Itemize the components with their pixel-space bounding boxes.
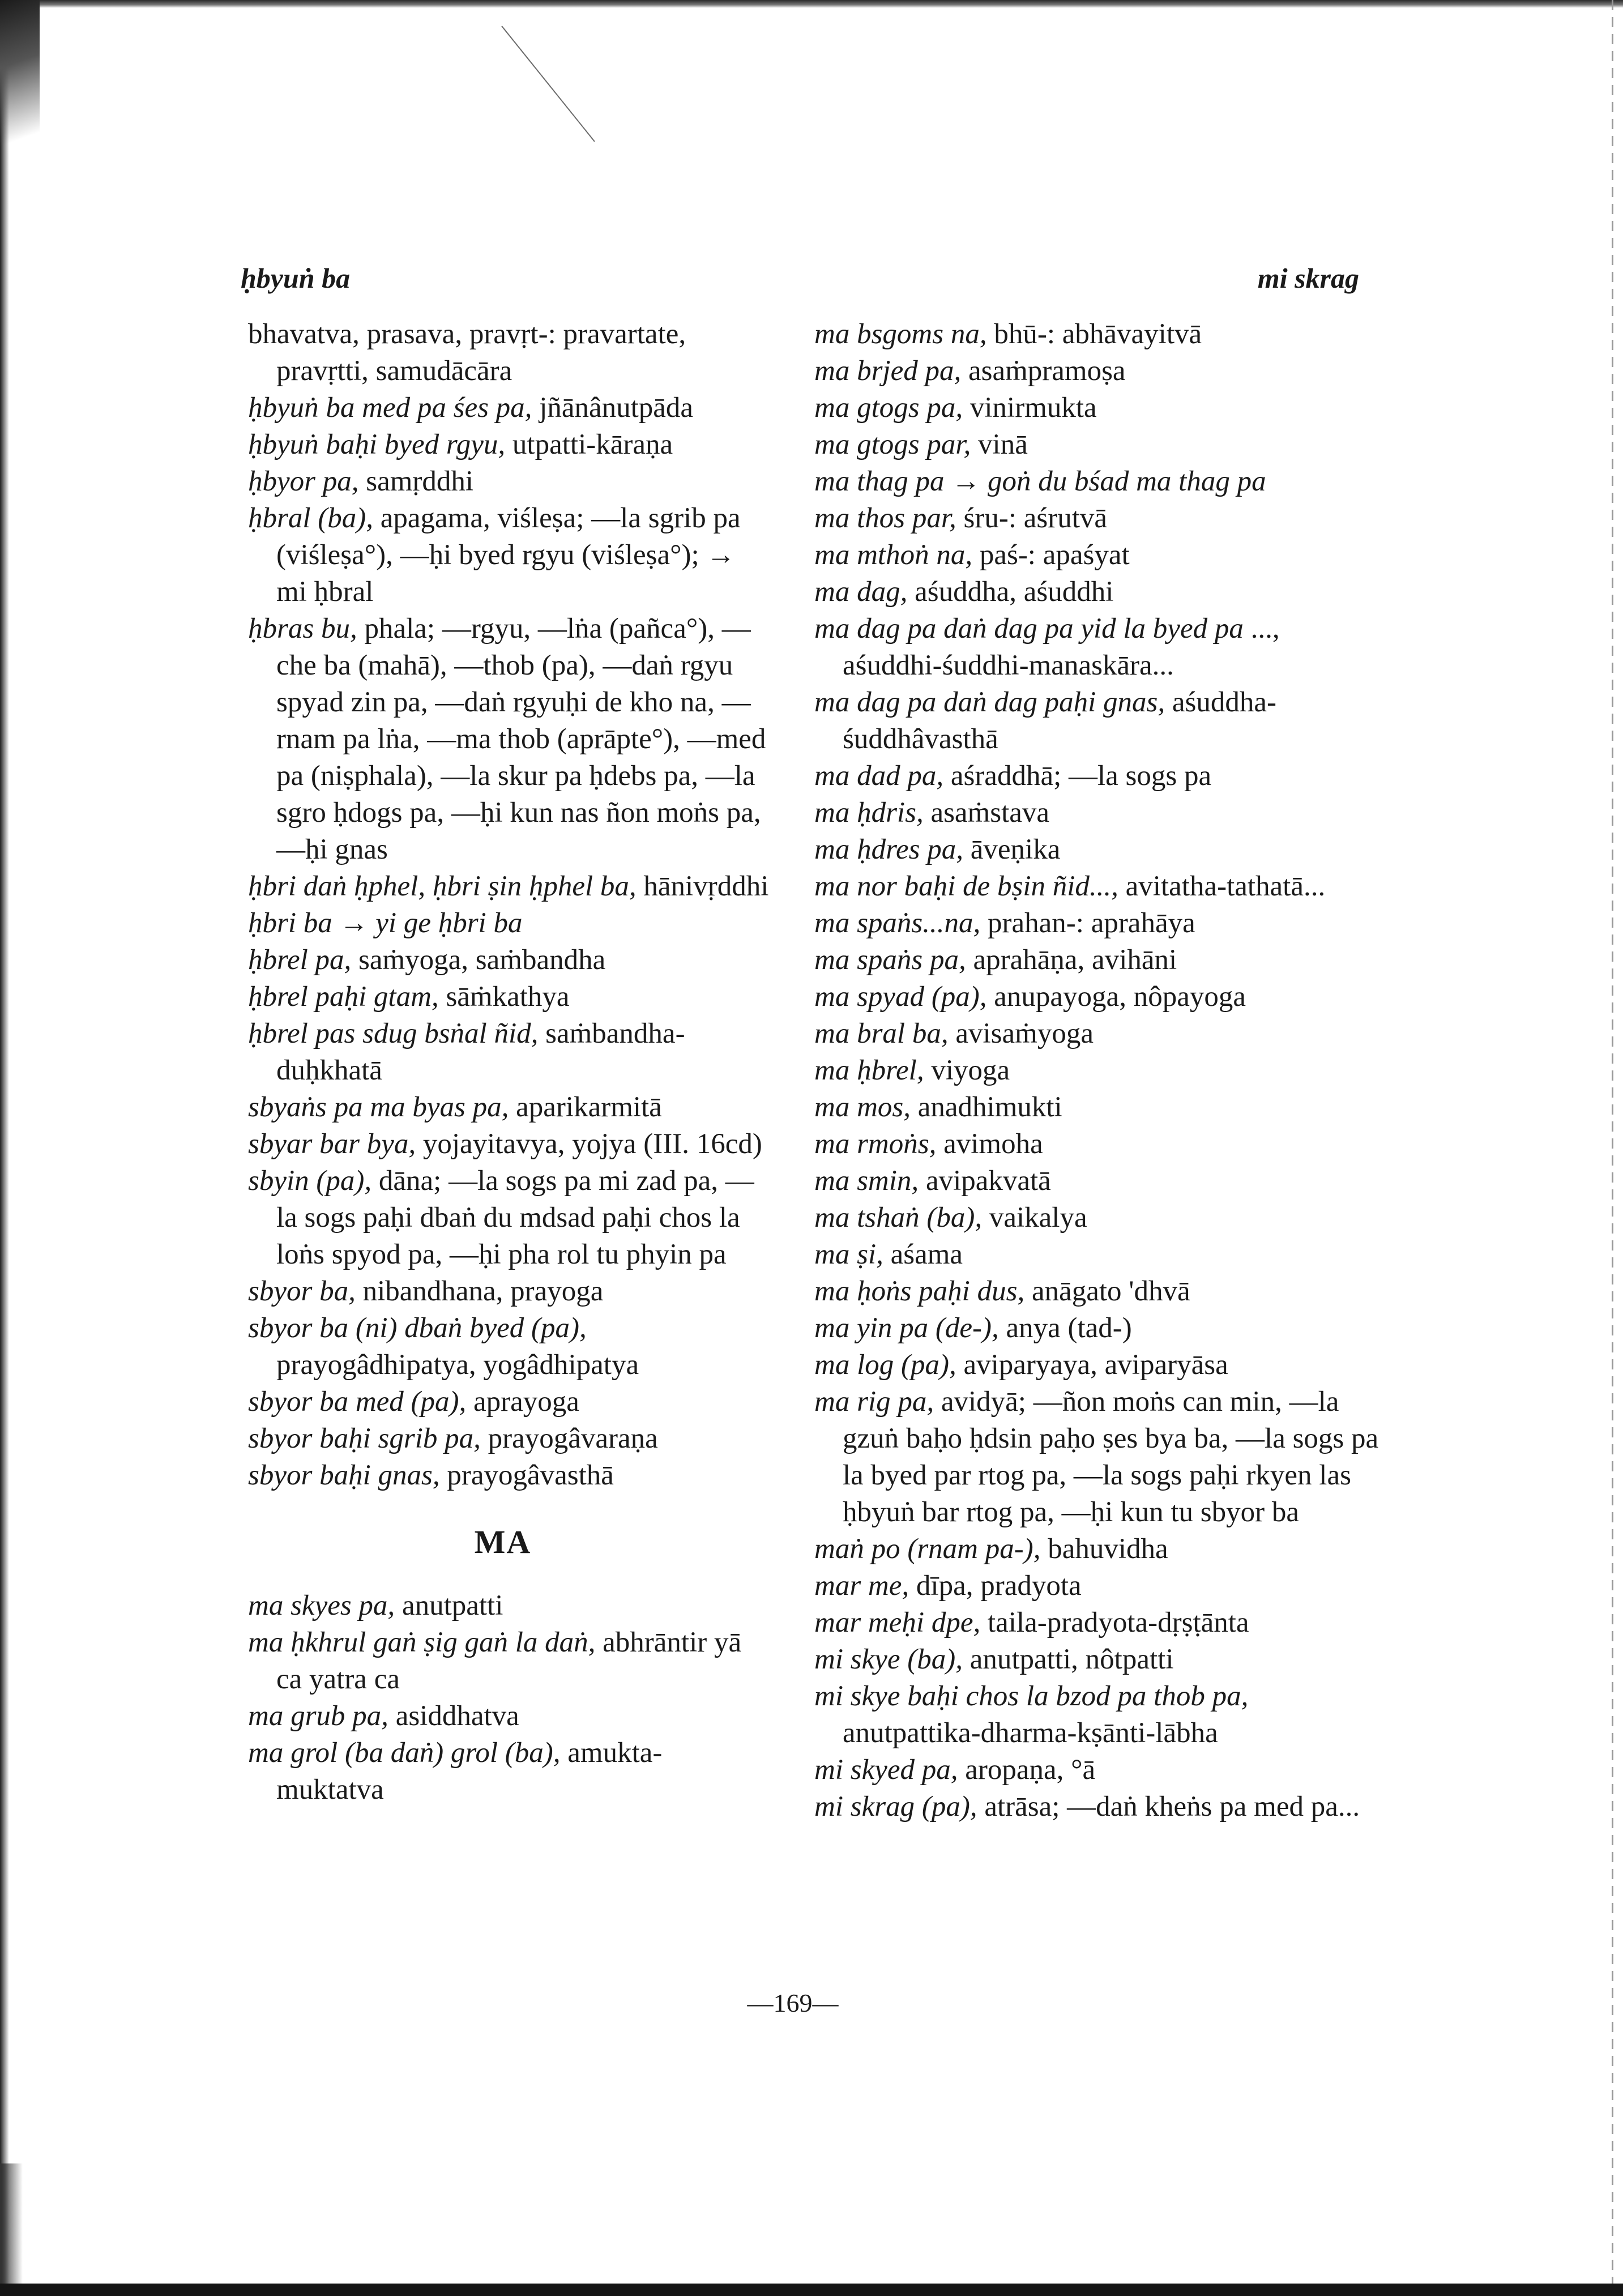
dictionary-entry — [248, 1126, 769, 1163]
tibetan-term: ma ḥdris, — [814, 797, 924, 829]
dictionary-entry — [814, 979, 1381, 1015]
dictionary-entry — [814, 684, 1381, 758]
sanskrit-equivalent: anupayoga, nôpayoga — [994, 981, 1246, 1013]
sanskrit-equivalent: dāna; —la sogs pa mi zad pa, —la sogs paḥi dbaṅ du mdsad paḥi chos la loṅs spyod pa, —ḥi pha rol tu phyin pa — [276, 1165, 754, 1270]
tibetan-term: ma nor baḥi de bṣin ñid..., — [814, 870, 1118, 902]
dictionary-entry — [814, 1126, 1381, 1163]
tibetan-term: mi skye baḥi chos la bzod pa thob pa, — [814, 1680, 1249, 1712]
sanskrit-equivalent: aviparyaya, aviparyāsa — [963, 1349, 1228, 1381]
dictionary-entry — [814, 868, 1381, 905]
sanskrit-equivalent: abhrāntir yā ca yatra ca — [276, 1627, 742, 1695]
tibetan-term: ḥbrel paḥi gtam, — [248, 981, 439, 1013]
sanskrit-equivalent: dīpa, pradyota — [916, 1570, 1082, 1602]
sanskrit-equivalent: anadhimukti — [917, 1091, 1062, 1123]
tibetan-term: ma smin, — [814, 1165, 919, 1197]
tibetan-term: ma ḥdres pa, — [814, 834, 964, 865]
dictionary-entry — [814, 1052, 1381, 1089]
scan-corner-shadow — [0, 0, 40, 181]
sanskrit-equivalent: prayogâvasthā — [447, 1459, 614, 1491]
dictionary-entry — [814, 1089, 1381, 1126]
sanskrit-equivalent: asaṁpramoṣa — [968, 355, 1126, 387]
dictionary-entry — [248, 316, 769, 390]
sanskrit-equivalent: avitatha-tathatā... — [1125, 870, 1326, 902]
tibetan-term: sbyar bar bya, — [248, 1128, 416, 1160]
dictionary-entry — [248, 1735, 769, 1808]
dictionary-entry — [814, 1384, 1381, 1531]
tibetan-term: maṅ po (rnam pa-), — [814, 1533, 1041, 1565]
tibetan-term: ḥbyuṅ ba med pa śes pa, — [248, 392, 532, 424]
tibetan-term: ḥbrel pas sdug bsṅal ñid, — [248, 1018, 539, 1049]
tibetan-term: sbyor ba (ni) dbaṅ byed (pa), — [248, 1312, 587, 1344]
dictionary-entry — [814, 1568, 1381, 1604]
sanskrit-equivalent: phala; —rgyu, —lṅa (pañca°), —che ba (mahā), —thob (pa), —daṅ rgyu spyad zin pa, —daṅ rgyuḥi de kho na, —rnam pa lṅa, —ma thob (aprāpte°), —med pa (niṣphala), —la skur pa ḥdebs pa, —la sgro ḥdogs pa, —ḥi kun nas ñon moṅs pa, —ḥi gnas — [276, 613, 766, 865]
dictionary-entry — [814, 905, 1381, 942]
dictionary-entry — [248, 1015, 769, 1089]
sanskrit-equivalent: paś-: apaśyat — [979, 539, 1130, 571]
tibetan-term: mi skrag (pa), — [814, 1791, 977, 1823]
dictionary-entry — [248, 1457, 769, 1494]
dictionary-entry — [814, 1163, 1381, 1200]
scan-edge-bottom — [0, 2284, 1623, 2296]
dictionary-entry — [814, 1641, 1381, 1678]
sanskrit-equivalent: avimoha — [943, 1128, 1043, 1160]
dictionary-entry — [814, 1015, 1381, 1052]
sanskrit-equivalent: śru-: aśrutvā — [963, 502, 1108, 534]
tibetan-term: ma ṣi, — [814, 1239, 883, 1270]
dictionary-entry — [814, 1531, 1381, 1568]
page-number: —169— — [747, 1988, 839, 2017]
sanskrit-equivalent: vinā — [978, 429, 1028, 460]
dictionary-entry — [248, 1310, 769, 1384]
left-column — [248, 316, 769, 1808]
dictionary-entry — [814, 1273, 1381, 1310]
dictionary-entry — [248, 979, 769, 1015]
dictionary-entry — [814, 758, 1381, 795]
sanskrit-equivalent: aropaṇa, °ā — [965, 1754, 1096, 1786]
dictionary-entry — [814, 1604, 1381, 1641]
dictionary-entry — [248, 1420, 769, 1457]
sanskrit-equivalent: anutpattika-dharma-kṣānti-lābha — [843, 1717, 1218, 1749]
tibetan-term: mar me, — [814, 1570, 909, 1602]
sanskrit-equivalent: prayogâvaraṇa — [488, 1423, 658, 1454]
sanskrit-equivalent: asaṁstava — [930, 797, 1050, 829]
dictionary-entry — [814, 353, 1381, 390]
sanskrit-equivalent: jñānânutpāda — [539, 392, 694, 424]
dictionary-entry — [814, 390, 1381, 426]
dictionary-entry — [248, 463, 769, 500]
dictionary-entry — [248, 905, 769, 942]
dictionary-entry — [248, 1384, 769, 1420]
tibetan-term: ma spaṅs...na, — [814, 907, 981, 939]
tibetan-term: ma gtogs par, — [814, 429, 971, 460]
sanskrit-equivalent: aśuddha, aśuddhi — [915, 576, 1114, 608]
sanskrit-equivalent: bhavatva, prasava, pravṛt-: pravartate, pravṛtti, samudācāra — [248, 318, 686, 387]
tibetan-term: ma skyes pa, — [248, 1590, 395, 1621]
sanskrit-equivalent: apagama, viśleṣa; —la sgrib pa (viśleṣa°), —ḥi byed rgyu (viśleṣa°); → mi ḥbral — [276, 502, 741, 608]
sanskrit-equivalent: aśama — [890, 1239, 963, 1270]
sanskrit-equivalent: anutpatti, nôtpatti — [969, 1644, 1174, 1675]
tibetan-term: mi skye (ba), — [814, 1644, 963, 1675]
pencil-stroke-mark — [498, 23, 600, 147]
tibetan-term: ma brjed pa, — [814, 355, 962, 387]
dictionary-entry — [814, 1789, 1381, 1825]
tibetan-term: mar meḥi dpe, — [814, 1607, 981, 1638]
sanskrit-equivalent: vinirmukta — [969, 392, 1097, 424]
tibetan-term: sbyor ba med (pa), — [248, 1386, 467, 1418]
tibetan-term: sbyaṅs pa ma byas pa, — [248, 1091, 509, 1123]
tibetan-term: ma rmoṅs, — [814, 1128, 937, 1160]
dictionary-entry — [814, 463, 1381, 500]
tibetan-term: sbyor ba, — [248, 1275, 356, 1307]
dictionary-entry — [248, 1273, 769, 1310]
sanskrit-equivalent: ..., aśuddhi-śuddhi-manaskāra... — [843, 613, 1280, 681]
dictionary-entry — [814, 1200, 1381, 1236]
sanskrit-equivalent: aprahāṇa, avihāni — [973, 944, 1177, 976]
dictionary-entry — [248, 611, 769, 868]
dictionary-entry — [814, 611, 1381, 684]
running-head-left: ḥbyuṅ ba — [241, 262, 351, 294]
dictionary-entry — [814, 316, 1381, 353]
scan-edge-top — [0, 0, 1623, 8]
sanskrit-equivalent: yojayitavya, yojya (III. 16cd) — [422, 1128, 762, 1160]
tibetan-term: sbyin (pa), — [248, 1165, 372, 1197]
sanskrit-equivalent: hānivṛddhi — [643, 870, 769, 902]
dictionary-entry — [248, 426, 769, 463]
sanskrit-equivalent: vaikalya — [989, 1202, 1087, 1234]
dictionary-entry — [814, 426, 1381, 463]
dictionary-entry — [814, 942, 1381, 979]
scan-edge-left — [0, 0, 9, 2296]
tibetan-term: ma dag, — [814, 576, 908, 608]
dictionary-entry — [814, 574, 1381, 611]
tibetan-term: ma dag pa daṅ dag pa yid la byed pa — [814, 613, 1244, 645]
tibetan-term: ma log (pa), — [814, 1349, 956, 1381]
tibetan-term: sbyor baḥi gnas, — [248, 1459, 440, 1491]
sanskrit-equivalent: bahuvidha — [1048, 1533, 1168, 1565]
tibetan-term: ḥbri daṅ ḥphel, ḥbri ṣin ḥphel ba, — [248, 870, 637, 902]
tibetan-term: ma yin pa (de-), — [814, 1312, 999, 1344]
sanskrit-equivalent: saṁbandha-duḥkhatā — [276, 1018, 685, 1086]
dictionary-entry — [814, 1310, 1381, 1347]
dictionary-entry — [248, 1624, 769, 1698]
dictionary-entry — [248, 390, 769, 426]
dictionary-entry — [248, 500, 769, 611]
dictionary-entry — [248, 942, 769, 979]
tibetan-term: ma dad pa, — [814, 760, 944, 792]
sanskrit-equivalent: samṛddhi — [366, 466, 474, 497]
sanskrit-equivalent: nibandhana, prayoga — [362, 1275, 604, 1307]
tibetan-term: ma ḥbrel, — [814, 1055, 924, 1086]
scan-corner-shadow-bottom — [0, 2163, 23, 2284]
dictionary-entry — [814, 795, 1381, 831]
sanskrit-equivalent: atrāsa; —daṅ kheṅs pa med pa... — [984, 1791, 1360, 1823]
dictionary-entry — [814, 1678, 1381, 1752]
tibetan-term: sbyor baḥi sgrib pa, — [248, 1423, 481, 1454]
sanskrit-equivalent: utpatti-kāraṇa — [512, 429, 673, 460]
sanskrit-equivalent: anya (tad-) — [1006, 1312, 1132, 1344]
ma-entry-list — [248, 1587, 769, 1808]
sanskrit-equivalent: aprayoga — [473, 1386, 579, 1418]
tibetan-term: ma tshaṅ (ba), — [814, 1202, 983, 1234]
sanskrit-equivalent: taila-pradyota-dṛṣṭānta — [987, 1607, 1249, 1638]
right-column — [814, 316, 1381, 1825]
tibetan-term: ma spaṅs pa, — [814, 944, 966, 976]
dictionary-entry — [248, 1089, 769, 1126]
tibetan-term: ma ḥoṅs paḥi dus, — [814, 1275, 1025, 1307]
tibetan-term: ḥbyuṅ baḥi byed rgyu, — [248, 429, 506, 460]
dictionary-entry — [248, 1163, 769, 1273]
tibetan-term: ma rig pa, — [814, 1386, 934, 1418]
sanskrit-equivalent: bhū-: abhāvayitvā — [994, 318, 1202, 350]
dictionary-entry — [248, 1698, 769, 1735]
sanskrit-equivalent: amukta-muktatva — [276, 1737, 663, 1806]
tibetan-term: ma mos, — [814, 1091, 911, 1123]
sanskrit-equivalent: sāṁkathya — [446, 981, 570, 1013]
right-entry-list — [814, 316, 1381, 1825]
tibetan-term: ma thos par, — [814, 502, 956, 534]
sanskrit-equivalent: aśuddha-śuddhâvasthā — [843, 686, 1276, 755]
tibetan-term: ma spyad (pa), — [814, 981, 987, 1013]
dictionary-entry — [814, 500, 1381, 537]
sanskrit-equivalent: avisaṁyoga — [955, 1018, 1094, 1049]
tibetan-term: mi skyed pa, — [814, 1754, 958, 1786]
tibetan-term: ma thag pa → goṅ du bśad ma thag pa — [814, 466, 1266, 497]
sanskrit-equivalent: avipakvatā — [925, 1165, 1051, 1197]
sanskrit-equivalent: prayogâdhipatya, yogâdhipatya — [276, 1349, 639, 1381]
tibetan-term: ma bral ba, — [814, 1018, 949, 1049]
section-heading: MA — [474, 1523, 532, 1560]
tibetan-term: ma grol (ba daṅ) grol (ba), — [248, 1737, 561, 1769]
dictionary-entry — [248, 1587, 769, 1624]
dictionary-entry — [814, 537, 1381, 574]
dictionary-entry — [814, 1236, 1381, 1273]
tibetan-term: ma grub pa, — [248, 1700, 388, 1732]
sanskrit-equivalent: avidyā; —ñon moṅs can min, —la gzuṅ baḥo ḥdsin paḥo ṣes bya ba, —la sogs pa la byed par rtog pa, —la sogs paḥi rkyen las ḥbyuṅ bar rtog pa, —ḥi kun tu sbyor ba — [843, 1386, 1379, 1528]
sanskrit-equivalent: āveṇika — [970, 834, 1061, 865]
running-head-right: mi skrag — [1257, 262, 1359, 294]
dictionary-entry — [814, 1752, 1381, 1789]
tibetan-term: ma ḥkhrul gaṅ ṣig gaṅ la daṅ, — [248, 1627, 596, 1658]
tibetan-term: ḥbri ba → yi ge ḥbri ba — [248, 907, 523, 939]
tibetan-term: ma bsgoms na, — [814, 318, 987, 350]
sanskrit-equivalent: viyoga — [931, 1055, 1010, 1086]
left-entry-list — [248, 316, 769, 1494]
tibetan-term: ma mthoṅ na, — [814, 539, 973, 571]
tibetan-term: ḥbral (ba), — [248, 502, 373, 534]
tibetan-term: ma dag pa daṅ dag paḥi gnas, — [814, 686, 1165, 718]
sanskrit-equivalent: saṁyoga, saṁbandha — [358, 944, 606, 976]
tibetan-term: ma gtogs pa, — [814, 392, 963, 424]
sanskrit-equivalent: aparikarmitā — [516, 1091, 662, 1123]
sanskrit-equivalent: anāgato 'dhvā — [1031, 1275, 1190, 1307]
tibetan-term: ḥbras bu, — [248, 613, 357, 645]
sanskrit-equivalent: anutpatti — [402, 1590, 503, 1621]
dictionary-entry — [814, 831, 1381, 868]
scan-edge-right — [1612, 0, 1613, 2296]
sanskrit-equivalent: asiddhatva — [395, 1700, 519, 1732]
dictionary-entry — [814, 1347, 1381, 1384]
sanskrit-equivalent: prahan-: aprahāya — [988, 907, 1195, 939]
tibetan-term: ḥbrel pa, — [248, 944, 352, 976]
dictionary-entry — [248, 868, 769, 905]
tibetan-term: ḥbyor pa, — [248, 466, 359, 497]
sanskrit-equivalent: aśraddhā; —la sogs pa — [950, 760, 1212, 792]
